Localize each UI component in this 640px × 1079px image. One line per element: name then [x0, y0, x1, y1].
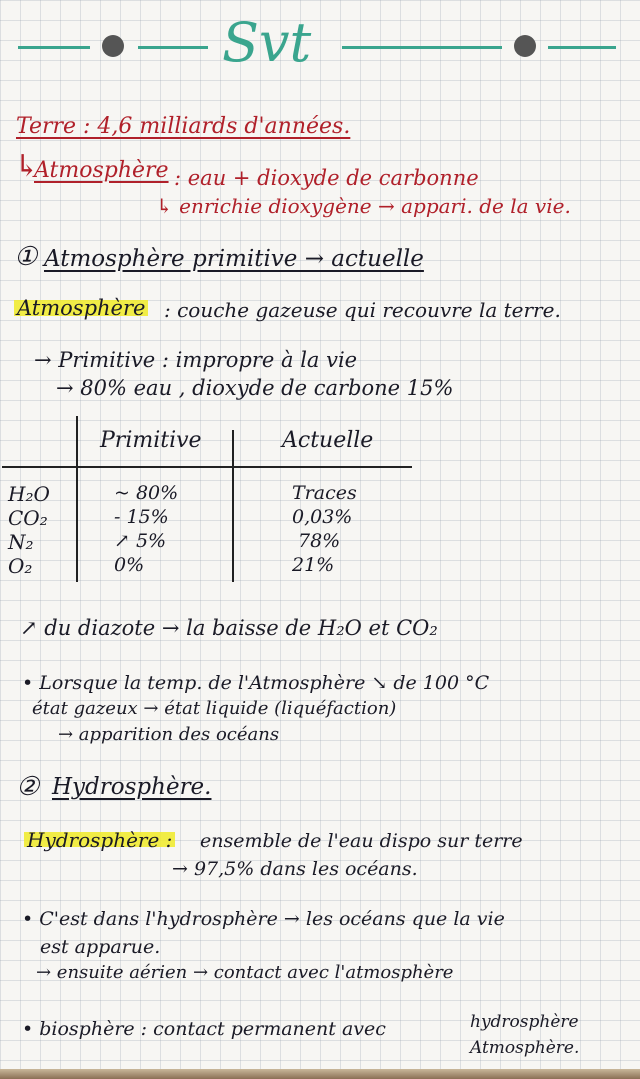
- section1-number: ①: [14, 242, 38, 272]
- biosphere-line: • biosphère : contact permanent avec: [22, 1018, 386, 1040]
- section2-number: ②: [16, 772, 40, 802]
- liquefaction-line-3: → apparition des océans: [58, 724, 280, 745]
- table-row-h2o-actuelle: Traces: [292, 482, 357, 504]
- earth-age-text: Terre : 4,6 milliards d'années.: [16, 114, 351, 139]
- table-row-co2-gas: CO₂: [8, 506, 48, 530]
- atmosphere-composition: : eau + dioxyde de carbonne: [174, 166, 479, 190]
- hydrosphere-definition-label: Hydrosphère :: [24, 830, 175, 850]
- atmosphere-label: Atmosphère: [34, 158, 169, 183]
- table-row-n2-primitive: ↗ 5%: [114, 530, 167, 552]
- liquefaction-line-2: état gazeux → état liquide (liquéfaction): [32, 698, 397, 719]
- atmosphere-definition-label: Atmosphère: [14, 298, 148, 319]
- life-origin-line-2: est apparue.: [40, 936, 161, 958]
- table-row-n2-actuelle: 78%: [298, 530, 341, 552]
- hydrosphere-oceans-percent: → 97,5% dans les océans.: [172, 858, 418, 880]
- table-row-n2-gas: N₂: [8, 530, 34, 554]
- page-title: Svt: [222, 11, 312, 74]
- page-edge: [0, 1069, 640, 1079]
- biosphere-hydrosphere: hydrosphère: [470, 1012, 579, 1032]
- diazote-text: ↗ du diazote → la baisse de H₂O et CO₂: [20, 616, 438, 640]
- table-row-h2o-primitive: ~ 80%: [114, 482, 179, 504]
- primitive-line-2: → 80% eau , dioxyde de carbone 15%: [56, 376, 454, 400]
- table-row-co2-primitive: - 15%: [114, 506, 169, 528]
- binder-hole-left: [102, 35, 124, 57]
- title-line-far-right: [548, 46, 616, 49]
- hydrosphere-definition: ensemble de l'eau dispo sur terre: [200, 830, 523, 852]
- table-vertical-rule-2: [232, 430, 234, 582]
- table-row-o2-actuelle: 21%: [292, 554, 335, 576]
- binder-hole-right: [514, 35, 536, 57]
- table-row-h2o-gas: H₂O: [8, 482, 50, 506]
- table-row-o2-primitive: 0%: [114, 554, 145, 576]
- table-header-actuelle: Actuelle: [282, 428, 374, 453]
- section1-heading: Atmosphère primitive → actuelle: [44, 246, 424, 272]
- table-horizontal-rule: [2, 466, 412, 468]
- life-origin-line-3: → ensuite aérien → contact avec l'atmosphère: [36, 962, 454, 983]
- title-line-mid: [138, 46, 208, 49]
- section2-heading: Hydrosphère.: [52, 774, 212, 800]
- life-origin-line-1: • C'est dans l'hydrosphère → les océans que la vie: [22, 908, 505, 930]
- table-header-primitive: Primitive: [100, 428, 202, 453]
- biosphere-atmosphere: Atmosphère.: [470, 1038, 580, 1058]
- table-row-co2-actuelle: 0,03%: [292, 506, 353, 528]
- title-line-left: [18, 46, 90, 49]
- title-line-right: [342, 46, 502, 49]
- liquefaction-line-1: • Lorsque la temp. de l'Atmosphère ↘ de 100 °C: [22, 672, 490, 694]
- intro-arrow: ↳: [14, 149, 40, 184]
- table-vertical-rule-1: [76, 416, 78, 582]
- enrichment-text: ↳ enrichie dioxygène → appari. de la vie.: [156, 194, 571, 218]
- table-row-o2-gas: O₂: [8, 554, 33, 578]
- atmosphere-definition: : couche gazeuse qui recouvre la terre.: [164, 298, 561, 322]
- primitive-line-1: → Primitive : impropre à la vie: [34, 348, 358, 372]
